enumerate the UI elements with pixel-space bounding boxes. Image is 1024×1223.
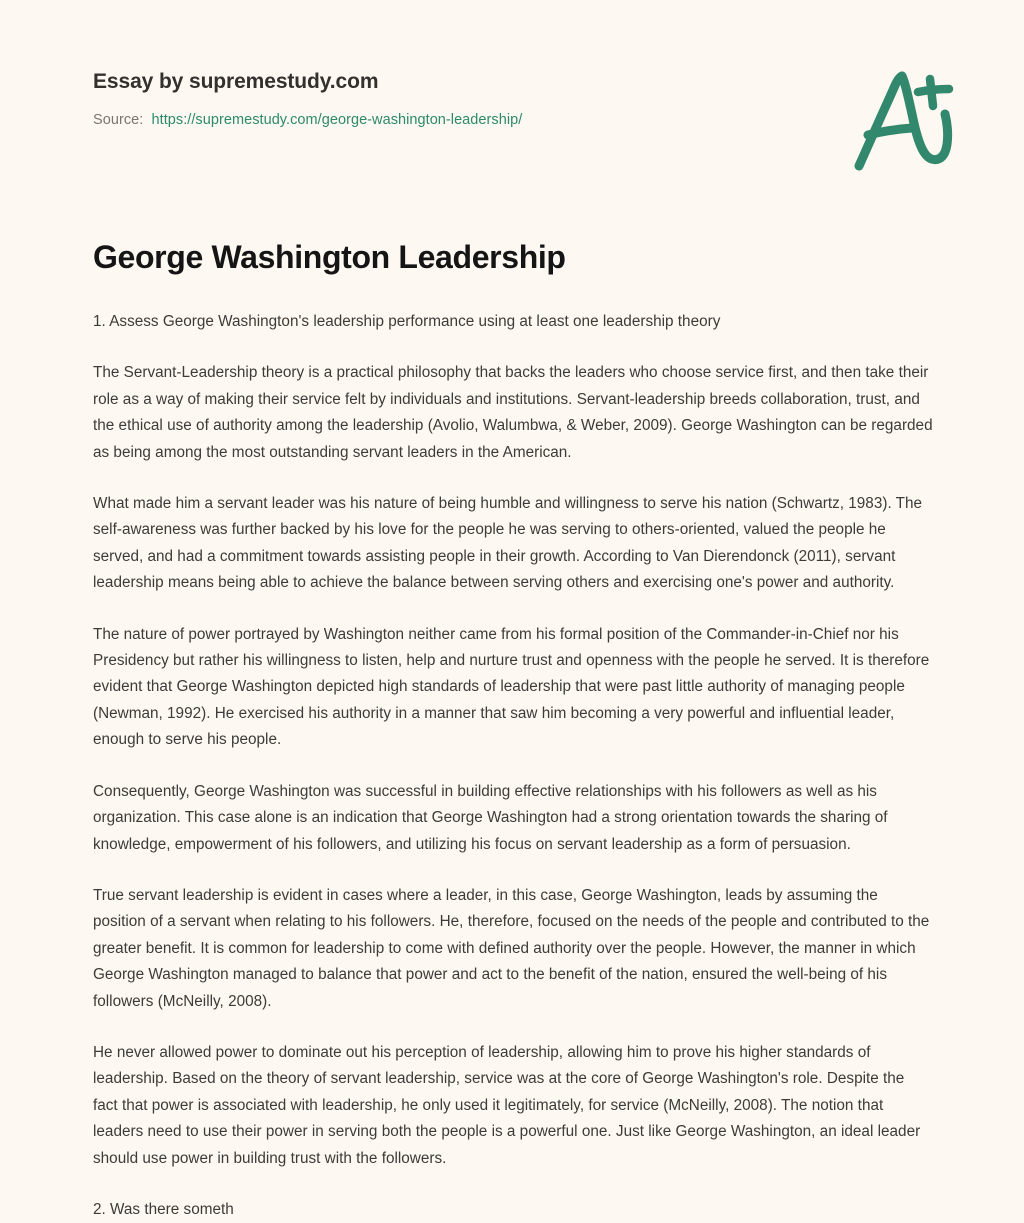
article-paragraph: The nature of power portrayed by Washington neither came from his formal position of the Commander-in-Chief nor his Presidency but rather his willingness to listen, help and nurture trust and openness with the people he served. It is therefore evident that George Washington depicted high standards of leadership that were past little authority of managing people (Newman, 1992). He exercised his authority in a manner that saw him becoming a very powerful and influential leader, enough to serve his people.	[93, 625, 930, 749]
article-body	[93, 309, 933, 1223]
article-paragraph: The Servant-Leadership theory is a practical philosophy that backs the leaders who choose service first, and then take their role as a way of making their service felt by individuals and institutions. Servant-leadership breeds collaboration, trust, and the ethical use of authority among the leadership (Avolio, Walumbwa, & Weber, 2009). George Washington can be regarded as being among the most outstanding servant leaders in the American.	[93, 364, 933, 461]
byline: Essay by supremestudy.com	[93, 70, 379, 93]
article	[93, 236, 933, 1223]
article-paragraph: He never allowed power to dominate out his perception of leadership, allowing him to prove his higher standards of leadership. Based on the theory of servant leadership, service was at the core of George Washington's role. Despite the fact that power is associated with leadership, he only used it legitimately, for service (McNeilly, 2008). The notion that leaders need to use their power in serving both the people is a powerful one. Just like George Washington, an ideal leader should use power in building trust with the followers.	[93, 1043, 921, 1167]
source-line	[93, 110, 773, 130]
article-paragraph: 1. Assess George Washington's leadership performance using at least one leadership theory	[93, 313, 721, 330]
source-label: Source:	[93, 112, 144, 128]
article-paragraph: What made him a servant leader was his nature of being humble and willingness to serve his nation (Schwartz, 1983). The self-awareness was further backed by his love for the people he was serving to others-oriented, valued the people he served, and had a commitment towards assisting people in their growth. According to Van Dierendonck (2011), servant leadership means being able to achieve the balance between serving others and exercising one's power and authority.	[93, 495, 923, 592]
aplus-logo-icon[interactable]	[846, 62, 966, 180]
page-title: George Washington Leadership	[93, 239, 566, 275]
article-paragraph: Consequently, George Washington was successful in building effective relationships with his followers as well as his organization. This case alone is an indication that George Washington had a strong orientation towards the sharing of knowledge, empowerment of his followers, and utilizing his focus on servant leadership as a form of persuasion.	[93, 782, 888, 853]
article-paragraph: 2. Was there someth	[93, 1200, 234, 1218]
source-url-link[interactable]: https://supremestudy.com/george-washington-leadership/	[151, 112, 523, 128]
page-header	[0, 0, 1024, 200]
article-paragraph: True servant leadership is evident in cases where a leader, in this case, George Washington, leads by assuming the position of a servant when relating to his followers. He, therefore, focused on the needs of the people and contributed to the greater benefit. It is common for leadership to come with defined authority over the people. However, the manner in which George Washington managed to balance that power and act to the benefit of the nation, ensured the well-being of his followers (McNeilly, 2008).	[93, 886, 930, 1010]
header-text-block	[93, 68, 773, 130]
